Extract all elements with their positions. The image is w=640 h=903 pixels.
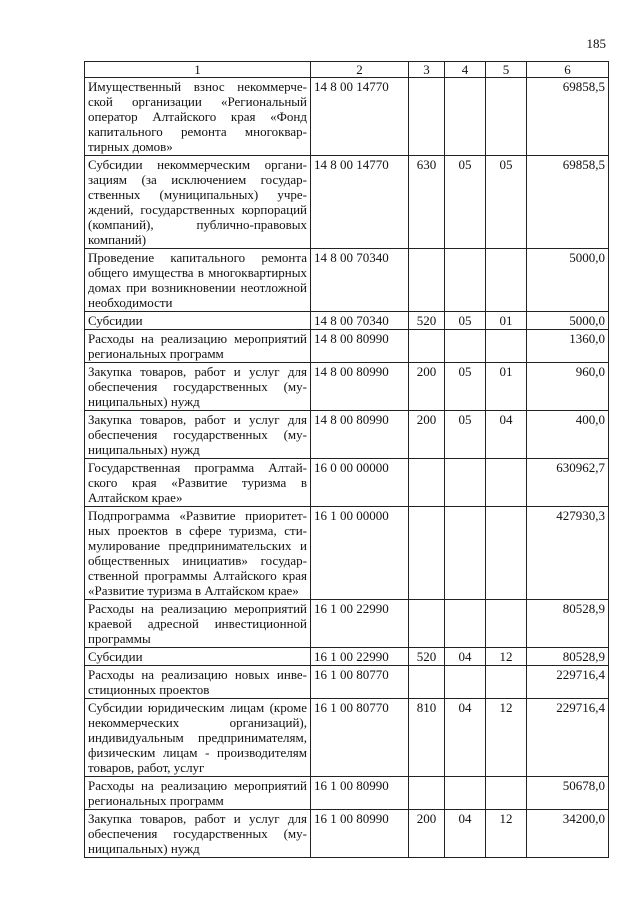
table-row xyxy=(85,507,609,600)
row-subsection-cell: 04 xyxy=(486,411,527,459)
row-amount-cell: 1360,0 xyxy=(527,330,609,363)
table-row xyxy=(85,156,609,249)
row-code-cell: 14 8 00 70340 xyxy=(311,312,409,330)
table-row xyxy=(85,810,609,858)
row-section-cell: 04 xyxy=(445,648,486,666)
row-amount-cell: 427930,3 xyxy=(527,507,609,600)
row-expense-type-cell xyxy=(409,600,445,648)
row-subsection-cell xyxy=(486,777,527,810)
row-section-cell: 04 xyxy=(445,810,486,858)
table-row xyxy=(85,600,609,648)
table-row xyxy=(85,459,609,507)
table-row xyxy=(85,411,609,459)
budget-table xyxy=(84,61,609,858)
row-amount-cell: 630962,7 xyxy=(527,459,609,507)
table-row xyxy=(85,78,609,156)
row-name-cell: Государственная программа Алтайского края «Развитие туризма в Алтайском крае» xyxy=(85,459,311,507)
table-row xyxy=(85,249,609,312)
row-expense-type-cell: 200 xyxy=(409,810,445,858)
row-subsection-cell xyxy=(486,330,527,363)
row-name-cell: Проведение капитального ремонта общего имущества в многоквартирных домах при возникновении неотложной необходимости xyxy=(85,249,311,312)
row-code-cell: 14 8 00 80990 xyxy=(311,411,409,459)
table-row xyxy=(85,312,609,330)
table-row xyxy=(85,777,609,810)
table-row xyxy=(85,330,609,363)
row-code-cell: 16 1 00 80990 xyxy=(311,777,409,810)
row-section-cell xyxy=(445,330,486,363)
row-expense-type-cell xyxy=(409,78,445,156)
row-expense-type-cell: 200 xyxy=(409,363,445,411)
row-subsection-cell: 12 xyxy=(486,699,527,777)
row-name-cell: Закупка товаров, работ и услуг для обеспечения государственных (муниципальных) нужд xyxy=(85,810,311,858)
row-subsection-cell xyxy=(486,507,527,600)
row-name-cell: Субсидии юридическим лицам (кроме некоммерческих организаций), индивидуальным предпринимателям, физическим лицам - производителям товаров, работ, услуг xyxy=(85,699,311,777)
row-amount-cell: 69858,5 xyxy=(527,156,609,249)
row-expense-type-cell xyxy=(409,666,445,699)
row-code-cell: 16 1 00 80770 xyxy=(311,699,409,777)
row-code-cell: 16 1 00 80770 xyxy=(311,666,409,699)
row-section-cell: 05 xyxy=(445,156,486,249)
row-name-cell: Субсидии xyxy=(85,312,311,330)
row-subsection-cell xyxy=(486,249,527,312)
row-name-cell: Расходы на реализацию новых инвестиционных проектов xyxy=(85,666,311,699)
row-subsection-cell: 01 xyxy=(486,312,527,330)
table-row xyxy=(85,666,609,699)
row-amount-cell: 69858,5 xyxy=(527,78,609,156)
row-section-cell: 05 xyxy=(445,312,486,330)
row-amount-cell: 960,0 xyxy=(527,363,609,411)
row-code-cell: 16 1 00 80990 xyxy=(311,810,409,858)
row-expense-type-cell: 630 xyxy=(409,156,445,249)
row-expense-type-cell xyxy=(409,777,445,810)
row-name-cell: Имущественный взнос некоммерческой организации «Региональный оператор Алтайского края «Фонд капитального ремонта многоквартирных домов» xyxy=(85,78,311,156)
row-subsection-cell: 12 xyxy=(486,648,527,666)
row-expense-type-cell xyxy=(409,249,445,312)
row-amount-cell: 229716,4 xyxy=(527,666,609,699)
row-amount-cell: 400,0 xyxy=(527,411,609,459)
row-expense-type-cell: 520 xyxy=(409,648,445,666)
row-code-cell: 14 8 00 80990 xyxy=(311,330,409,363)
header-cell: 1 xyxy=(85,62,311,78)
row-section-cell xyxy=(445,249,486,312)
table-body xyxy=(85,78,609,858)
row-code-cell: 16 1 00 00000 xyxy=(311,507,409,600)
header-cell: 4 xyxy=(445,62,486,78)
row-amount-cell: 229716,4 xyxy=(527,699,609,777)
row-section-cell: 04 xyxy=(445,699,486,777)
row-code-cell: 14 8 00 14770 xyxy=(311,78,409,156)
page-number: 185 xyxy=(586,36,606,51)
row-subsection-cell: 12 xyxy=(486,810,527,858)
row-subsection-cell: 05 xyxy=(486,156,527,249)
row-code-cell: 16 1 00 22990 xyxy=(311,600,409,648)
row-name-cell: Расходы на реализацию мероприятий региональных программ xyxy=(85,330,311,363)
row-section-cell xyxy=(445,777,486,810)
header-cell: 6 xyxy=(527,62,609,78)
row-name-cell: Закупка товаров, работ и услуг для обеспечения государственных (муниципальных) нужд xyxy=(85,363,311,411)
row-code-cell: 16 1 00 22990 xyxy=(311,648,409,666)
row-expense-type-cell: 810 xyxy=(409,699,445,777)
header-cell: 3 xyxy=(409,62,445,78)
row-section-cell xyxy=(445,507,486,600)
row-amount-cell: 5000,0 xyxy=(527,312,609,330)
table-header-row xyxy=(85,62,609,78)
row-section-cell xyxy=(445,666,486,699)
row-subsection-cell: 01 xyxy=(486,363,527,411)
header-cell: 5 xyxy=(486,62,527,78)
row-expense-type-cell xyxy=(409,330,445,363)
table-row xyxy=(85,699,609,777)
row-section-cell: 05 xyxy=(445,411,486,459)
row-name-cell: Субсидии xyxy=(85,648,311,666)
table-row xyxy=(85,363,609,411)
row-amount-cell: 50678,0 xyxy=(527,777,609,810)
row-amount-cell: 80528,9 xyxy=(527,648,609,666)
row-name-cell: Субсидии некоммерческим организациям (за исключением государственных (муниципальных) учреждений, государственных корпораций (компаний), публично-правовых компаний) xyxy=(85,156,311,249)
row-section-cell xyxy=(445,78,486,156)
row-subsection-cell xyxy=(486,666,527,699)
row-name-cell: Подпрограмма «Развитие приоритетных проектов в сфере туризма, стимулирование предпринимательских и общественных инициатив» государственной программы Алтайского края «Развитие туризма в Алтайском крае» xyxy=(85,507,311,600)
row-expense-type-cell xyxy=(409,459,445,507)
row-expense-type-cell: 200 xyxy=(409,411,445,459)
row-code-cell: 16 0 00 00000 xyxy=(311,459,409,507)
row-section-cell xyxy=(445,600,486,648)
row-subsection-cell xyxy=(486,459,527,507)
row-amount-cell: 5000,0 xyxy=(527,249,609,312)
row-name-cell: Закупка товаров, работ и услуг для обеспечения государственных (муниципальных) нужд xyxy=(85,411,311,459)
row-name-cell: Расходы на реализацию мероприятий региональных программ xyxy=(85,777,311,810)
row-section-cell: 05 xyxy=(445,363,486,411)
row-amount-cell: 34200,0 xyxy=(527,810,609,858)
row-subsection-cell xyxy=(486,78,527,156)
row-code-cell: 14 8 00 80990 xyxy=(311,363,409,411)
row-amount-cell: 80528,9 xyxy=(527,600,609,648)
row-expense-type-cell xyxy=(409,507,445,600)
row-subsection-cell xyxy=(486,600,527,648)
row-code-cell: 14 8 00 70340 xyxy=(311,249,409,312)
row-section-cell xyxy=(445,459,486,507)
table-row xyxy=(85,648,609,666)
row-expense-type-cell: 520 xyxy=(409,312,445,330)
row-name-cell: Расходы на реализацию мероприятий краевой адресной инвестиционной программы xyxy=(85,600,311,648)
header-cell: 2 xyxy=(311,62,409,78)
row-code-cell: 14 8 00 14770 xyxy=(311,156,409,249)
